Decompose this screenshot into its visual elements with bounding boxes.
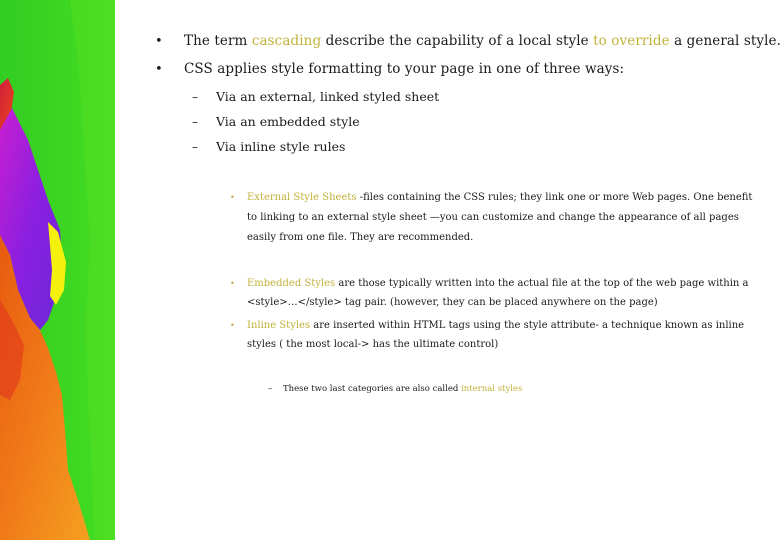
bullet-dot: • (230, 193, 235, 202)
detail-inline-line-1: Inline Styles are inserted within HTML tags using the style attribute- a technique known as inline (247, 320, 745, 331)
term-external-style-sheets: External Style Sheets (247, 192, 357, 203)
dash-marker: – (192, 140, 198, 154)
term-to-override: to override (593, 33, 670, 49)
detail-external-line-3: easily from one file. They are recommended. (247, 232, 474, 243)
bullet-dot: • (230, 321, 235, 330)
detail-embedded-line-1: Embedded Styles are those typically written into the actual file at the top of the web page within a (247, 278, 749, 289)
bullet-cascading: The term cascading describe the capability of a local style to override a general style. (184, 33, 781, 49)
detail-inline-line-2: styles ( the most local-> has the ultimate control) (247, 339, 499, 350)
term-embedded-styles: Embedded Styles (247, 278, 336, 289)
subbullet-inline: Via inline style rules (216, 139, 346, 154)
detail-external-line-1: External Style Sheets -files containing the CSS rules; they link one or more Web pages. One benefit (247, 192, 753, 203)
subbullet-embedded: Via an embedded style (216, 114, 360, 129)
term-cascading: cascading (251, 33, 322, 49)
dash-marker: – (192, 90, 198, 104)
bullet-dot: • (155, 62, 163, 77)
term-inline-styles: Inline Styles (247, 320, 311, 331)
detail-embedded-line-2: <style>…</style> tag pair. (however, they can be placed anywhere on the page) (247, 297, 658, 308)
bullet-dot: • (155, 34, 163, 49)
dash-marker: – (268, 384, 273, 394)
detail-external-line-2: to linking to an external style sheet —you can customize and change the appearance of all pages (247, 212, 739, 223)
subbullet-external: Via an external, linked styled sheet (216, 89, 440, 104)
dash-marker: – (192, 115, 198, 129)
term-internal-styles: internal styles (461, 384, 523, 394)
bullet-dot: • (230, 279, 235, 288)
bullet-three-ways: CSS applies style formatting to your page in one of three ways: (184, 61, 625, 77)
note-internal-styles: These two last categories are also called internal styles (283, 384, 523, 394)
